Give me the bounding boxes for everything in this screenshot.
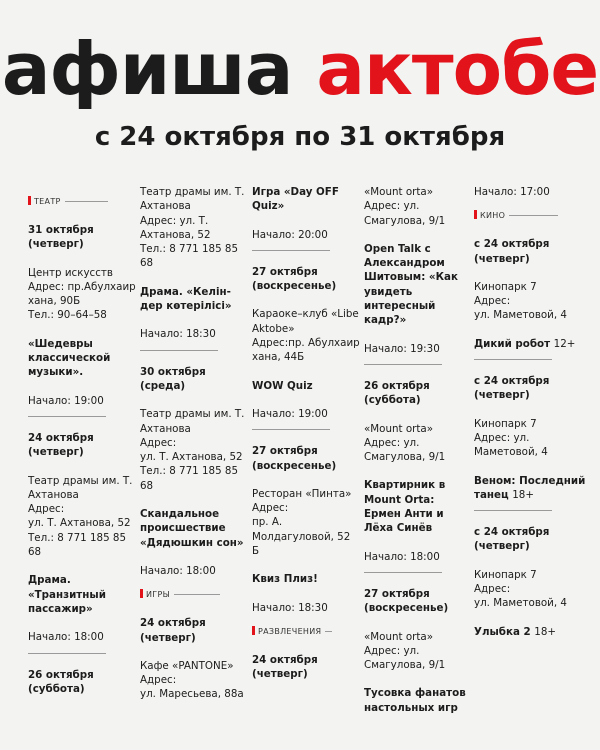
address: ул. Маметовой, 4 xyxy=(474,309,567,322)
section-label: КИНО xyxy=(474,209,509,223)
event-title: «Шедевры классической музыки». xyxy=(28,337,111,379)
divider xyxy=(140,350,218,351)
start-time: Начало: 19:30 xyxy=(364,342,440,355)
event-title: Игра «Day OFF Quiz» xyxy=(252,186,339,213)
event-date: 26 октября (суббота) xyxy=(28,668,94,695)
event-date: с 24 октября (четверг) xyxy=(474,526,550,553)
address-label: Адрес: xyxy=(474,295,511,308)
event-date: 26 октября (суббота) xyxy=(364,379,430,407)
movie-name: Дикий робот xyxy=(474,337,551,350)
venue: Театр драмы им. Т. Ахтанова xyxy=(140,186,245,213)
divider xyxy=(252,429,330,430)
movie-name: Улыбка 2 xyxy=(474,625,531,638)
event-date: 24 октября (четверг) xyxy=(252,653,318,681)
start-time: Начало: 18:30 xyxy=(252,601,328,614)
event-title: Open Talk с Александром Шитовым: «Как увидеть интересный кадр?» xyxy=(364,242,458,327)
start-time: Начало: 17:00 xyxy=(474,186,550,198)
venue: «Mount orta» xyxy=(364,422,434,435)
section-label: ТЕАТР xyxy=(28,195,65,209)
address-label: Адрес: xyxy=(140,674,177,687)
event-title: Драма. «Транзитный пассажир» xyxy=(28,574,106,615)
event-date: 24 октября (четверг) xyxy=(28,431,94,459)
event-date: 31 октября (четверг) xyxy=(28,224,94,251)
phone: Тел.: 8 771 185 85 68 xyxy=(28,531,127,559)
venue: «Mount orta» xyxy=(364,186,434,198)
date-range: с 24 октября по 31 октября xyxy=(94,122,506,152)
address: Адрес: ул. Т. Ахтанова, 52 xyxy=(140,214,211,241)
phone: Тел.: 8 771 185 85 68 xyxy=(140,243,239,270)
address: Адрес: пр.Абулхаир хана, 90Б xyxy=(28,280,136,308)
event-title: Квиз Плиз! xyxy=(252,573,318,586)
event-date: с 24 октября (четверг) xyxy=(474,238,550,265)
address: ул. Маметовой, 4 xyxy=(474,597,567,610)
event-title: Скандальное происшествие «Дядюшкин сон» xyxy=(140,508,244,549)
start-time: Начало: 18:00 xyxy=(28,631,104,644)
address-label: Адрес: xyxy=(252,502,289,515)
section-label: РАЗВЛЕЧЕНИЯ xyxy=(252,625,325,639)
start-time: Начало: 20:00 xyxy=(252,228,328,241)
section-entertainment xyxy=(252,625,360,639)
divider xyxy=(252,250,330,251)
section-cinema xyxy=(474,209,586,223)
address: Адрес: ул. Смагулова, 9/1 xyxy=(364,200,446,227)
venue: Караоке–клуб «Libe Aktobe» xyxy=(252,308,359,335)
event-title: WOW Quiz xyxy=(252,379,313,392)
event-title: Тусовка фанатов настольных игр xyxy=(364,687,466,714)
address: Адрес: ул. Смагулова, 9/1 xyxy=(364,644,446,672)
column-3 xyxy=(252,185,360,682)
column-1 xyxy=(28,185,136,696)
divider xyxy=(474,510,552,511)
phone: Тел.: 90–64–58 xyxy=(28,309,107,322)
address: Адрес: ул. Маметовой, 4 xyxy=(474,431,548,459)
movie-title xyxy=(474,625,586,639)
section-games xyxy=(140,588,248,602)
address-label: Адрес: xyxy=(140,436,177,449)
phone: Тел.: 8 771 185 85 68 xyxy=(140,465,239,492)
address: ул. Т. Ахтанова, 52 xyxy=(140,451,243,464)
event-date: 27 октября (воскресенье) xyxy=(252,265,337,293)
start-time: Начало: 19:00 xyxy=(28,394,104,407)
divider xyxy=(364,572,442,573)
venue: «Mount orta» xyxy=(364,630,434,643)
divider xyxy=(364,364,442,365)
address-label: Адрес: xyxy=(28,503,65,516)
address: ул. Маресьева, 88а xyxy=(140,688,244,701)
venue: Кинопарк 7 xyxy=(474,417,537,430)
event-date: 30 октября (среда) xyxy=(140,365,206,392)
event-date: 24 октября (четверг) xyxy=(140,617,206,644)
title-aktobe: актобе xyxy=(316,27,599,111)
venue: Театр драмы им. Т. Ахтанова xyxy=(28,474,133,501)
address: Адрес:пр. Абулхаир хана, 44Б xyxy=(252,337,360,364)
event-date: с 24 октября (четверг) xyxy=(474,375,550,402)
start-time: Начало: 19:00 xyxy=(252,407,328,420)
address-label: Адрес: xyxy=(474,583,511,596)
start-time: Начало: 18:00 xyxy=(140,564,216,577)
section-label: ИГРЫ xyxy=(140,588,174,602)
address: Адрес: ул. Смагулова, 9/1 xyxy=(364,436,446,464)
venue: Театр драмы им. Т. Ахтанова xyxy=(140,408,245,435)
age-rating: 18+ xyxy=(534,625,556,638)
venue: Ресторан «Пинта» xyxy=(252,487,352,500)
venue: Центр искусств xyxy=(28,266,113,279)
column-2 xyxy=(140,185,248,702)
poster-title xyxy=(0,28,600,110)
age-rating: 18+ xyxy=(512,488,534,501)
movie-title xyxy=(474,474,586,503)
event-date: 27 октября (воскресенье) xyxy=(364,587,449,615)
poster-header xyxy=(0,0,600,175)
start-time: Начало: 18:00 xyxy=(364,550,440,563)
divider xyxy=(474,359,552,360)
section-theatre xyxy=(28,195,136,209)
movie-title xyxy=(474,337,586,351)
event-title: Драма. «Келін-дер көтерілісі» xyxy=(140,285,232,313)
column-4 xyxy=(364,185,472,715)
event-date: 27 октября (воскресенье) xyxy=(252,445,337,472)
column-5 xyxy=(474,185,586,639)
venue: Кинопарк 7 xyxy=(474,280,537,293)
movie-name: Веном: Последний танец xyxy=(474,474,586,501)
event-title: Квартирник в Mount Orta: Ермен Анти и Лёха Синёв xyxy=(364,479,446,535)
address: ул. Т. Ахтанова, 52 xyxy=(28,517,131,530)
divider xyxy=(28,416,106,417)
venue: Кинопарк 7 xyxy=(474,568,537,581)
divider xyxy=(28,653,106,654)
events-columns xyxy=(28,185,588,750)
title-afisha: афиша xyxy=(1,27,293,111)
venue: Кафе «PANTONE» xyxy=(140,659,234,672)
address: пр. А. Молдагуловой, 52 Б xyxy=(252,516,351,558)
age-rating: 12+ xyxy=(553,337,576,350)
start-time: Начало: 18:30 xyxy=(140,328,216,341)
